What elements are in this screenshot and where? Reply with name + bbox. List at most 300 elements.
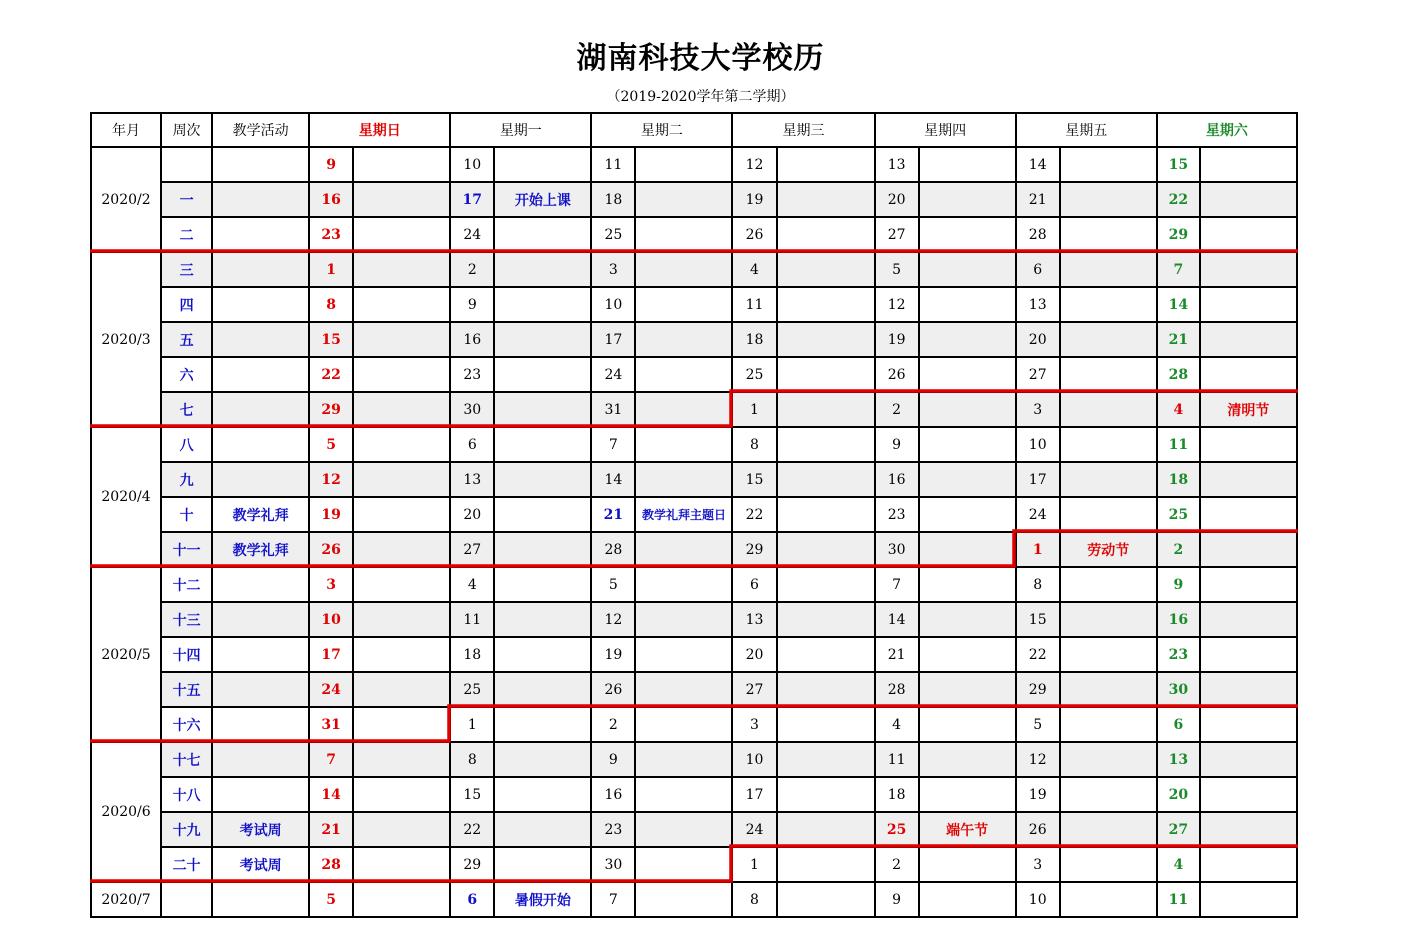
date-saturday: 4 — [1157, 847, 1200, 882]
teaching-activity: 考试周 — [212, 812, 309, 847]
week-row — [91, 637, 1297, 672]
date-saturday: 9 — [1157, 567, 1200, 602]
day-note-wednesday — [777, 287, 875, 322]
date-tuesday: 31 — [591, 392, 635, 427]
date-monday: 1 — [450, 707, 494, 742]
day-note-thursday — [919, 182, 1016, 217]
day-note-saturday — [1200, 777, 1297, 812]
day-note-saturday — [1200, 322, 1297, 357]
day-note-monday — [494, 392, 591, 427]
day-note-wednesday — [777, 427, 875, 462]
day-note-thursday — [919, 427, 1016, 462]
date-thursday: 26 — [875, 357, 919, 392]
day-note-friday — [1060, 602, 1157, 637]
date-friday: 3 — [1016, 847, 1060, 882]
day-note-thursday — [919, 847, 1016, 882]
date-monday: 10 — [450, 147, 494, 182]
day-note-friday — [1060, 357, 1157, 392]
day-note-wednesday — [777, 637, 875, 672]
teaching-activity — [212, 147, 309, 182]
week-row — [91, 182, 1297, 217]
date-wednesday: 8 — [732, 427, 776, 462]
date-thursday: 14 — [875, 602, 919, 637]
day-note-thursday — [919, 462, 1016, 497]
day-note-friday — [1060, 217, 1157, 252]
date-thursday: 13 — [875, 147, 919, 182]
day-note-thursday: 端午节 — [919, 812, 1016, 847]
day-note-saturday — [1200, 567, 1297, 602]
day-note-friday — [1060, 147, 1157, 182]
day-note-monday — [494, 567, 591, 602]
date-friday: 21 — [1016, 182, 1060, 217]
day-note-tuesday — [635, 707, 732, 742]
date-monday: 13 — [450, 462, 494, 497]
week-row — [91, 777, 1297, 812]
day-note-wednesday — [777, 462, 875, 497]
day-note-friday — [1060, 742, 1157, 777]
week-number: 三 — [161, 252, 212, 287]
day-note-wednesday — [777, 322, 875, 357]
week-number: 十二 — [161, 567, 212, 602]
week-number: 十七 — [161, 742, 212, 777]
day-note-wednesday — [777, 532, 875, 567]
date-thursday: 16 — [875, 462, 919, 497]
week-number — [161, 882, 212, 917]
date-tuesday: 5 — [591, 567, 635, 602]
header-week: 周次 — [161, 113, 212, 147]
day-note-saturday — [1200, 882, 1297, 917]
week-number: 十八 — [161, 777, 212, 812]
teaching-activity: 考试周 — [212, 847, 309, 882]
date-wednesday: 27 — [732, 672, 776, 707]
day-note-thursday — [919, 217, 1016, 252]
date-wednesday: 24 — [732, 812, 776, 847]
teaching-activity — [212, 602, 309, 637]
day-note-thursday — [919, 497, 1016, 532]
teaching-activity — [212, 462, 309, 497]
date-sunday: 19 — [309, 497, 353, 532]
day-note-wednesday — [777, 567, 875, 602]
week-row — [91, 497, 1297, 532]
date-sunday: 12 — [309, 462, 353, 497]
date-friday: 8 — [1016, 567, 1060, 602]
day-note-wednesday — [777, 497, 875, 532]
teaching-activity — [212, 427, 309, 462]
day-note-thursday — [919, 252, 1016, 287]
date-sunday: 7 — [309, 742, 353, 777]
day-note-friday: 劳动节 — [1060, 532, 1157, 567]
date-thursday: 18 — [875, 777, 919, 812]
date-thursday: 30 — [875, 532, 919, 567]
day-note-saturday — [1200, 462, 1297, 497]
day-note-wednesday — [777, 147, 875, 182]
day-note-monday — [494, 462, 591, 497]
day-note-sunday — [353, 357, 450, 392]
page-title: 湖南科技大学校历 — [576, 41, 825, 76]
header-tuesday: 星期二 — [591, 113, 732, 147]
day-note-wednesday — [777, 777, 875, 812]
date-saturday: 18 — [1157, 462, 1200, 497]
date-tuesday: 17 — [591, 322, 635, 357]
date-wednesday: 22 — [732, 497, 776, 532]
day-note-sunday — [353, 497, 450, 532]
date-saturday: 11 — [1157, 882, 1200, 917]
date-sunday: 1 — [309, 252, 353, 287]
week-row — [91, 462, 1297, 497]
day-note-saturday — [1200, 637, 1297, 672]
month-label: 2020/3 — [91, 252, 161, 427]
day-note-friday — [1060, 287, 1157, 322]
date-sunday: 15 — [309, 322, 353, 357]
day-note-monday — [494, 707, 591, 742]
day-note-sunday — [353, 462, 450, 497]
date-wednesday: 4 — [732, 252, 776, 287]
teaching-activity — [212, 287, 309, 322]
day-note-sunday — [353, 777, 450, 812]
date-sunday: 22 — [309, 357, 353, 392]
day-note-sunday — [353, 182, 450, 217]
date-friday: 3 — [1016, 392, 1060, 427]
week-row — [91, 532, 1297, 567]
week-number: 九 — [161, 462, 212, 497]
header-month: 年月 — [91, 113, 161, 147]
header-saturday: 星期六 — [1157, 113, 1297, 147]
date-tuesday: 21 — [591, 497, 635, 532]
day-note-friday — [1060, 882, 1157, 917]
week-number: 七 — [161, 392, 212, 427]
date-sunday: 5 — [309, 427, 353, 462]
week-row — [91, 707, 1297, 742]
date-sunday: 28 — [309, 847, 353, 882]
date-tuesday: 10 — [591, 287, 635, 322]
date-friday: 12 — [1016, 742, 1060, 777]
week-number: 六 — [161, 357, 212, 392]
week-row — [91, 217, 1297, 252]
date-thursday: 27 — [875, 217, 919, 252]
date-saturday: 25 — [1157, 497, 1200, 532]
date-saturday: 6 — [1157, 707, 1200, 742]
date-wednesday: 8 — [732, 882, 776, 917]
week-row — [91, 672, 1297, 707]
date-friday: 20 — [1016, 322, 1060, 357]
date-monday: 15 — [450, 777, 494, 812]
date-tuesday: 7 — [591, 882, 635, 917]
date-tuesday: 30 — [591, 847, 635, 882]
date-wednesday: 1 — [732, 392, 776, 427]
day-note-tuesday — [635, 322, 732, 357]
date-thursday: 20 — [875, 182, 919, 217]
day-note-sunday — [353, 322, 450, 357]
date-monday: 17 — [450, 182, 494, 217]
date-saturday: 13 — [1157, 742, 1200, 777]
day-note-monday — [494, 427, 591, 462]
day-note-wednesday — [777, 742, 875, 777]
day-note-tuesday — [635, 847, 732, 882]
date-monday: 24 — [450, 217, 494, 252]
day-note-tuesday — [635, 182, 732, 217]
week-row — [91, 252, 1297, 287]
date-wednesday: 17 — [732, 777, 776, 812]
week-number: 一 — [161, 182, 212, 217]
date-saturday: 7 — [1157, 252, 1200, 287]
date-wednesday: 15 — [732, 462, 776, 497]
day-note-thursday — [919, 637, 1016, 672]
date-monday: 30 — [450, 392, 494, 427]
day-note-saturday — [1200, 287, 1297, 322]
day-note-tuesday — [635, 567, 732, 602]
day-note-thursday — [919, 287, 1016, 322]
date-wednesday: 11 — [732, 287, 776, 322]
day-note-wednesday — [777, 217, 875, 252]
day-note-monday — [494, 672, 591, 707]
date-monday: 20 — [450, 497, 494, 532]
day-note-wednesday — [777, 847, 875, 882]
date-wednesday: 13 — [732, 602, 776, 637]
date-friday: 28 — [1016, 217, 1060, 252]
date-tuesday: 9 — [591, 742, 635, 777]
day-note-tuesday — [635, 217, 732, 252]
day-note-saturday — [1200, 812, 1297, 847]
week-row — [91, 602, 1297, 637]
day-note-monday — [494, 742, 591, 777]
day-note-saturday — [1200, 847, 1297, 882]
day-note-wednesday — [777, 812, 875, 847]
header-activity: 教学活动 — [212, 113, 309, 147]
date-friday: 29 — [1016, 672, 1060, 707]
date-sunday: 23 — [309, 217, 353, 252]
date-saturday: 11 — [1157, 427, 1200, 462]
date-wednesday: 10 — [732, 742, 776, 777]
date-wednesday: 12 — [732, 147, 776, 182]
date-thursday: 28 — [875, 672, 919, 707]
day-note-monday — [494, 497, 591, 532]
week-number: 十三 — [161, 602, 212, 637]
day-note-sunday — [353, 147, 450, 182]
day-note-wednesday — [777, 392, 875, 427]
day-note-tuesday — [635, 637, 732, 672]
teaching-activity — [212, 567, 309, 602]
week-row — [91, 147, 1297, 182]
date-tuesday: 26 — [591, 672, 635, 707]
date-thursday: 19 — [875, 322, 919, 357]
header-row — [91, 113, 1297, 147]
day-note-friday — [1060, 672, 1157, 707]
day-note-thursday — [919, 567, 1016, 602]
day-note-saturday — [1200, 182, 1297, 217]
week-row — [91, 427, 1297, 462]
day-note-monday: 开始上课 — [494, 182, 591, 217]
day-note-sunday — [353, 567, 450, 602]
date-tuesday: 24 — [591, 357, 635, 392]
day-note-thursday — [919, 882, 1016, 917]
date-wednesday: 20 — [732, 637, 776, 672]
day-note-wednesday — [777, 182, 875, 217]
day-note-thursday — [919, 602, 1016, 637]
teaching-activity — [212, 217, 309, 252]
teaching-activity — [212, 777, 309, 812]
day-note-monday — [494, 847, 591, 882]
day-note-tuesday — [635, 532, 732, 567]
day-note-tuesday — [635, 462, 732, 497]
date-thursday: 23 — [875, 497, 919, 532]
week-row — [91, 357, 1297, 392]
date-saturday: 15 — [1157, 147, 1200, 182]
date-wednesday: 6 — [732, 567, 776, 602]
week-row — [91, 392, 1297, 427]
teaching-activity — [212, 672, 309, 707]
week-number: 十五 — [161, 672, 212, 707]
day-note-friday — [1060, 567, 1157, 602]
day-note-monday — [494, 637, 591, 672]
date-sunday: 24 — [309, 672, 353, 707]
week-number: 四 — [161, 287, 212, 322]
date-saturday: 2 — [1157, 532, 1200, 567]
date-thursday: 21 — [875, 637, 919, 672]
date-wednesday: 3 — [732, 707, 776, 742]
day-note-tuesday — [635, 777, 732, 812]
header-friday: 星期五 — [1016, 113, 1157, 147]
date-thursday: 2 — [875, 392, 919, 427]
date-sunday: 31 — [309, 707, 353, 742]
date-monday: 8 — [450, 742, 494, 777]
date-friday: 5 — [1016, 707, 1060, 742]
day-note-tuesday — [635, 252, 732, 287]
date-thursday: 4 — [875, 707, 919, 742]
day-note-wednesday — [777, 707, 875, 742]
date-saturday: 22 — [1157, 182, 1200, 217]
date-friday: 14 — [1016, 147, 1060, 182]
date-monday: 18 — [450, 637, 494, 672]
day-note-thursday — [919, 672, 1016, 707]
date-friday: 10 — [1016, 882, 1060, 917]
teaching-activity — [212, 322, 309, 357]
date-saturday: 4 — [1157, 392, 1200, 427]
day-note-tuesday — [635, 602, 732, 637]
day-note-tuesday — [635, 357, 732, 392]
teaching-activity — [212, 252, 309, 287]
header-sunday: 星期日 — [309, 113, 450, 147]
month-label: 2020/7 — [91, 882, 161, 917]
date-friday: 22 — [1016, 637, 1060, 672]
day-note-tuesday — [635, 672, 732, 707]
day-note-sunday — [353, 847, 450, 882]
date-saturday: 16 — [1157, 602, 1200, 637]
date-thursday: 11 — [875, 742, 919, 777]
day-note-friday — [1060, 462, 1157, 497]
week-number — [161, 147, 212, 182]
week-number: 十六 — [161, 707, 212, 742]
week-row — [91, 322, 1297, 357]
date-monday: 6 — [450, 882, 494, 917]
week-row — [91, 287, 1297, 322]
day-note-friday — [1060, 392, 1157, 427]
day-note-friday — [1060, 427, 1157, 462]
day-note-wednesday — [777, 602, 875, 637]
day-note-sunday — [353, 882, 450, 917]
day-note-saturday — [1200, 357, 1297, 392]
day-note-friday — [1060, 637, 1157, 672]
date-wednesday: 1 — [732, 847, 776, 882]
day-note-sunday — [353, 637, 450, 672]
day-note-saturday: 清明节 — [1200, 392, 1297, 427]
day-note-friday — [1060, 497, 1157, 532]
day-note-friday — [1060, 812, 1157, 847]
day-note-tuesday: 教学礼拜主题日 — [635, 497, 732, 532]
week-row — [91, 567, 1297, 602]
week-number: 二 — [161, 217, 212, 252]
day-note-saturday — [1200, 252, 1297, 287]
day-note-wednesday — [777, 252, 875, 287]
teaching-activity — [212, 357, 309, 392]
date-saturday: 30 — [1157, 672, 1200, 707]
month-label: 2020/4 — [91, 427, 161, 567]
week-row — [91, 812, 1297, 847]
day-note-saturday — [1200, 217, 1297, 252]
date-monday: 23 — [450, 357, 494, 392]
day-note-thursday — [919, 147, 1016, 182]
date-tuesday: 11 — [591, 147, 635, 182]
day-note-monday — [494, 777, 591, 812]
week-row — [91, 742, 1297, 777]
date-friday: 6 — [1016, 252, 1060, 287]
day-note-monday — [494, 322, 591, 357]
day-note-tuesday — [635, 812, 732, 847]
week-number: 十九 — [161, 812, 212, 847]
day-note-monday: 暑假开始 — [494, 882, 591, 917]
date-monday: 16 — [450, 322, 494, 357]
date-saturday: 27 — [1157, 812, 1200, 847]
day-note-sunday — [353, 532, 450, 567]
day-note-saturday — [1200, 147, 1297, 182]
date-monday: 11 — [450, 602, 494, 637]
day-note-sunday — [353, 252, 450, 287]
week-number: 二十 — [161, 847, 212, 882]
header-thursday: 星期四 — [875, 113, 1016, 147]
date-wednesday: 19 — [732, 182, 776, 217]
date-saturday: 23 — [1157, 637, 1200, 672]
day-note-monday — [494, 287, 591, 322]
date-monday: 4 — [450, 567, 494, 602]
month-label: 2020/6 — [91, 742, 161, 882]
date-tuesday: 25 — [591, 217, 635, 252]
date-friday: 1 — [1016, 532, 1060, 567]
date-monday: 29 — [450, 847, 494, 882]
day-note-friday — [1060, 252, 1157, 287]
day-note-monday — [494, 252, 591, 287]
day-note-tuesday — [635, 882, 732, 917]
day-note-saturday — [1200, 742, 1297, 777]
date-tuesday: 19 — [591, 637, 635, 672]
date-sunday: 29 — [309, 392, 353, 427]
date-thursday: 25 — [875, 812, 919, 847]
date-friday: 10 — [1016, 427, 1060, 462]
date-monday: 25 — [450, 672, 494, 707]
teaching-activity — [212, 182, 309, 217]
day-note-thursday — [919, 392, 1016, 427]
date-saturday: 20 — [1157, 777, 1200, 812]
day-note-monday — [494, 602, 591, 637]
day-note-saturday — [1200, 427, 1297, 462]
week-number: 十 — [161, 497, 212, 532]
day-note-wednesday — [777, 672, 875, 707]
teaching-activity — [212, 742, 309, 777]
date-sunday: 14 — [309, 777, 353, 812]
day-note-friday — [1060, 707, 1157, 742]
date-sunday: 9 — [309, 147, 353, 182]
date-tuesday: 14 — [591, 462, 635, 497]
week-number: 八 — [161, 427, 212, 462]
date-wednesday: 18 — [732, 322, 776, 357]
